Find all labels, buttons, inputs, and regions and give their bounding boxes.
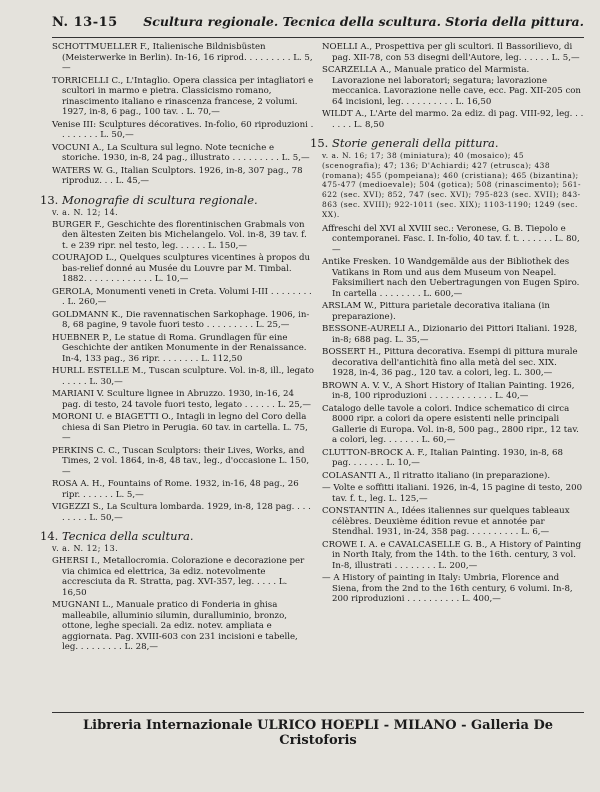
catalog-entry: Affreschi del XVI al XVIII sec.: Veronese, G. B. Tiepolo e contemporanei. Fasc. I. In-folio, 40 tav. f. t. . . . . . . L. 80,— — [322, 223, 580, 255]
catalog-entry: SCHOTTMUELLER F., Italienische Bildnisbüsten (Meisterwerke in Berlin). In-16, 16 riprod. . . . . . . . . L. 5,— — [52, 42, 313, 73]
catalog-entry: COURAJOD L., Quelques sculptures vicentines à propos du bas-relief donné au Musée du Louvre par M. Timbal. 1882. . . . . . . . . . . . . L. 10,— — [52, 253, 311, 284]
page-header — [52, 14, 584, 38]
catalog-entry: BOSSERT H., Pittura decorativa. Esempi di pittura murale decorativa dell'antichità fino alla metà del sec. XIX. 1928, in-4, 36 pag., 120 tav. a colori, leg. L. 300,— — [322, 347, 578, 379]
running-title: Scultura regionale. Tecnica della scultura. Storia della pittura. — [143, 14, 584, 29]
section-heading-13 — [40, 193, 314, 207]
catalog-entry: VIGEZZI S., La Scultura lombarda. 1929, in-8, 128 pag. . . . . . . . . L. 50,— — [52, 502, 311, 523]
section-title: Monografie di scultura regionale. — [61, 192, 258, 207]
catalog-entry: Antike Fresken. 10 Wandgemälde aus der Bibliothek des Vatikans in Rom und aus dem Museum von Neapel. Faksimiliert nach den Uebertragungen von Eugen Spiro. In cartella . . . . . . . . L. 600,— — [322, 257, 580, 299]
left-column — [40, 42, 314, 655]
catalog-entry: PERKINS C. C., Tuscan Sculptors: their Lives, Works, and Times, 2 vol. 1864, in-8, 48 tav., leg., d'occasione L. 150,— — [52, 445, 310, 477]
catalog-entry: VOCUNI A., La Scultura sul legno. Note tecniche e storiche. 1930, in-8, 24 pag., illustrato . . . . . . . . . L. 5,— — [52, 142, 310, 163]
section-title: Tecnica della scultura. — [61, 529, 194, 543]
catalog-entry: ARSLAM W., Pittura parietale decorativa italiana (in preparazione). — [322, 301, 550, 322]
catalog-entry: — A History of painting in Italy: Umbria, Florence and Siena, from the 2nd to the 16th century, 6 volumi. In-8, 200 riproduzioni . . . . . . . . . . L. 400,— — [322, 573, 573, 605]
section-number: 14. — [40, 529, 59, 543]
section-cross-reference: v. a. N. 16; 17; 38 (miniatura); 40 (mosaico); 45 (scenografia); 47; 136; D'Achiardi; 427 (etrusca); 438 (romana); 455 (pompeiana); 460 (cristiana); 465 (bizantina); 475-477 (medioevale); 504 (gotica); 508 (rinascimento); 561-622 (sec. XVI); 852, 747 (sec. XVI); 795-823 (sec. XVII); 843-863 (sec. XVIII); 922-1011 (sec. XIX); 1103-1190; 1249 (sec. XX). — [322, 151, 581, 219]
catalog-entry: CONSTANTIN A., Idées italiennes sur quelques tableaux célèbres. Deuxième édition revue et annotée par Stendhal. 1931, in-24, 358 pag. . . . . . . . . . L. 6,— — [322, 506, 570, 538]
catalog-entry: CLUTTON-BROCK A. F., Italian Painting. 1930, in-8, 68 pag. . . . . . . L. 10,— — [322, 447, 563, 469]
catalog-entry: — Volte e soffitti italiani. 1926, in-4, 15 pagine di testo, 200 tav. f. t., leg. L. 125,— — [322, 483, 583, 504]
catalog-entry: MARIANI V. Sculture lignee in Abruzzo. 1930, in-16, 24 pag. di testo, 24 tavole fuori testo, legato . . . . . . L. 25,— — [52, 389, 311, 410]
catalog-entry: SCARZELLA A., Manuale pratico del Marmista. Lavorazione nei laboratori; segatura; lavorazione meccanica. Lavorazione nelle cave, ecc. Pag. XII-205 con 64 incisioni, leg. . . . . . . . . . L. 16,50 — [322, 65, 581, 107]
catalog-entry: NOELLI A., Prospettiva per gli scultori. Il Bassorilievo, di pag. XII-78, con 53 disegni dell'Autore, leg. . . . . . L. 5,— — [322, 42, 580, 63]
catalog-entry: ROSA A. H., Fountains of Rome. 1932, in-16, 48 pag., 26 ripr. . . . . . . L. 5,— — [52, 479, 299, 500]
catalog-entry: WILDT A., L'Arte del marmo. 2a ediz. di pag. VIII-92, leg. . . . . . . L. 8,50 — [322, 109, 584, 130]
catalog-entry: Venise III: Sculptures décoratives. In-folio, 60 riproduzioni . . . . . . . . L. 50,— — [52, 119, 314, 140]
catalog-entry: BROWN A. V. V., A Short History of Italian Painting. 1926, in-8, 100 riproduzioni . . . . . . . . . . . . L. 40,— — [322, 380, 575, 402]
page-number: N. 13-15 — [52, 15, 118, 30]
catalog-entry: BESSONE-AURELI A., Dizionario dei Pittori Italiani. 1928, in-8; 688 pag. L. 35,— — [322, 324, 578, 345]
catalog-entry: CROWE I. A. e CAVALCASELLE G. B., A History of Painting in North Italy, from the 14th. to the 16th. century, 3 vol. In-8, illustrati . . . . . . . . L. 200,— — [322, 539, 582, 571]
section-title: Storie generali della pittura. — [331, 136, 499, 150]
publisher-footer: Libreria Internazionale ULRICO HOEPLI - MILANO - Galleria De Cristoforis — [52, 712, 584, 748]
catalog-entry: GOLDMANN K., Die ravennatischen Sarkophage. 1906, in-8, 68 pagine, 9 tavole fuori testo . . . . . . . . . L. 25,— — [52, 309, 310, 330]
catalog-entry: MUGNANI L., Manuale pratico di Fonderia in ghisa malleabile, alluminio silumin, duralluminio, bronzo, ottone, leghe speciali. 2a ediz. notev. ampliata e aggiornata. Pag. XVIII-603 con 231 incisioni e tabelle, leg. . . . . . . . . L. 28,— — [52, 600, 298, 652]
section-heading-14 — [40, 529, 314, 543]
catalog-entry: HUEBNER P., Le statue di Roma. Grundlagen für eine Geschichte der antiken Monumente in der Renaissance. In-4, 133 pag., 36 ripr. . . . . . . . L. 112,50 — [52, 332, 307, 364]
catalog-entry: WATERS W. G., Italian Sculptors. 1926, in-8, 307 pag., 78 riproduz. . . L. 45,— — [52, 165, 303, 186]
catalog-entry: HURLL ESTELLE M., Tuscan sculpture. Vol. in-8, ill., legato . . . . . L. 30,— — [52, 366, 314, 387]
catalog-entry: GEROLA, Monumenti veneti in Creta. Volumi I-III . . . . . . . . . L. 260,— — [52, 286, 312, 307]
section-number: 13. — [40, 192, 59, 207]
catalog-entry: GHERSI I., Metallocromia. Colorazione e decorazione per via chimica ed elettrica, 3a ediz. notevolmente accresciuta da R. Stratta, pag. XVI-357, leg. . . . . L. 16,50 — [52, 556, 305, 598]
catalog-entry: TORRICELLI C., L'Intaglio. Opera classica per intagliatori e scultori in marmo e pietra. Classicismo romano, rinascimento italiano e rinascenza francese, 2 volumi. 1927, in-8, 6 pag., 100 tav. . L. 70,— — [52, 75, 314, 117]
right-column — [310, 42, 584, 655]
catalog-entry: BURGER F., Geschichte des florentinischen Grabmals von den ältesten Zeiten bis Michelangelo. Vol. in-8, 39 tav. f. t. e 239 ripr. nel testo, leg. . . . . . L. 150,— — [52, 219, 307, 251]
section-heading-15 — [310, 136, 584, 150]
catalog-entry: COLASANTI A., Il ritratto italiano (in preparazione). — [322, 470, 551, 481]
section-cross-reference: v. a. N. 12; 14. — [52, 207, 119, 217]
catalog-entry: Catalogo delle tavole a colori. Indice schematico di circa 8000 ripr. a colori da opere esistenti nelle principali Gallerie di Europa. Vol. in-8, 500 pag., 2800 ripr., 12 tav. a colori, leg. . . . . . . L. 60,— — [322, 403, 579, 446]
section-cross-reference: v. a. N. 12; 13. — [52, 544, 119, 553]
two-column-body — [40, 42, 584, 655]
catalog-entry: MORONI U. e BIAGETTI O., Intagli in legno del Coro della chiesa di San Pietro in Perugia. 60 tav. in cartella. L. 75,— — [52, 412, 308, 443]
section-number: 15. — [310, 136, 329, 150]
